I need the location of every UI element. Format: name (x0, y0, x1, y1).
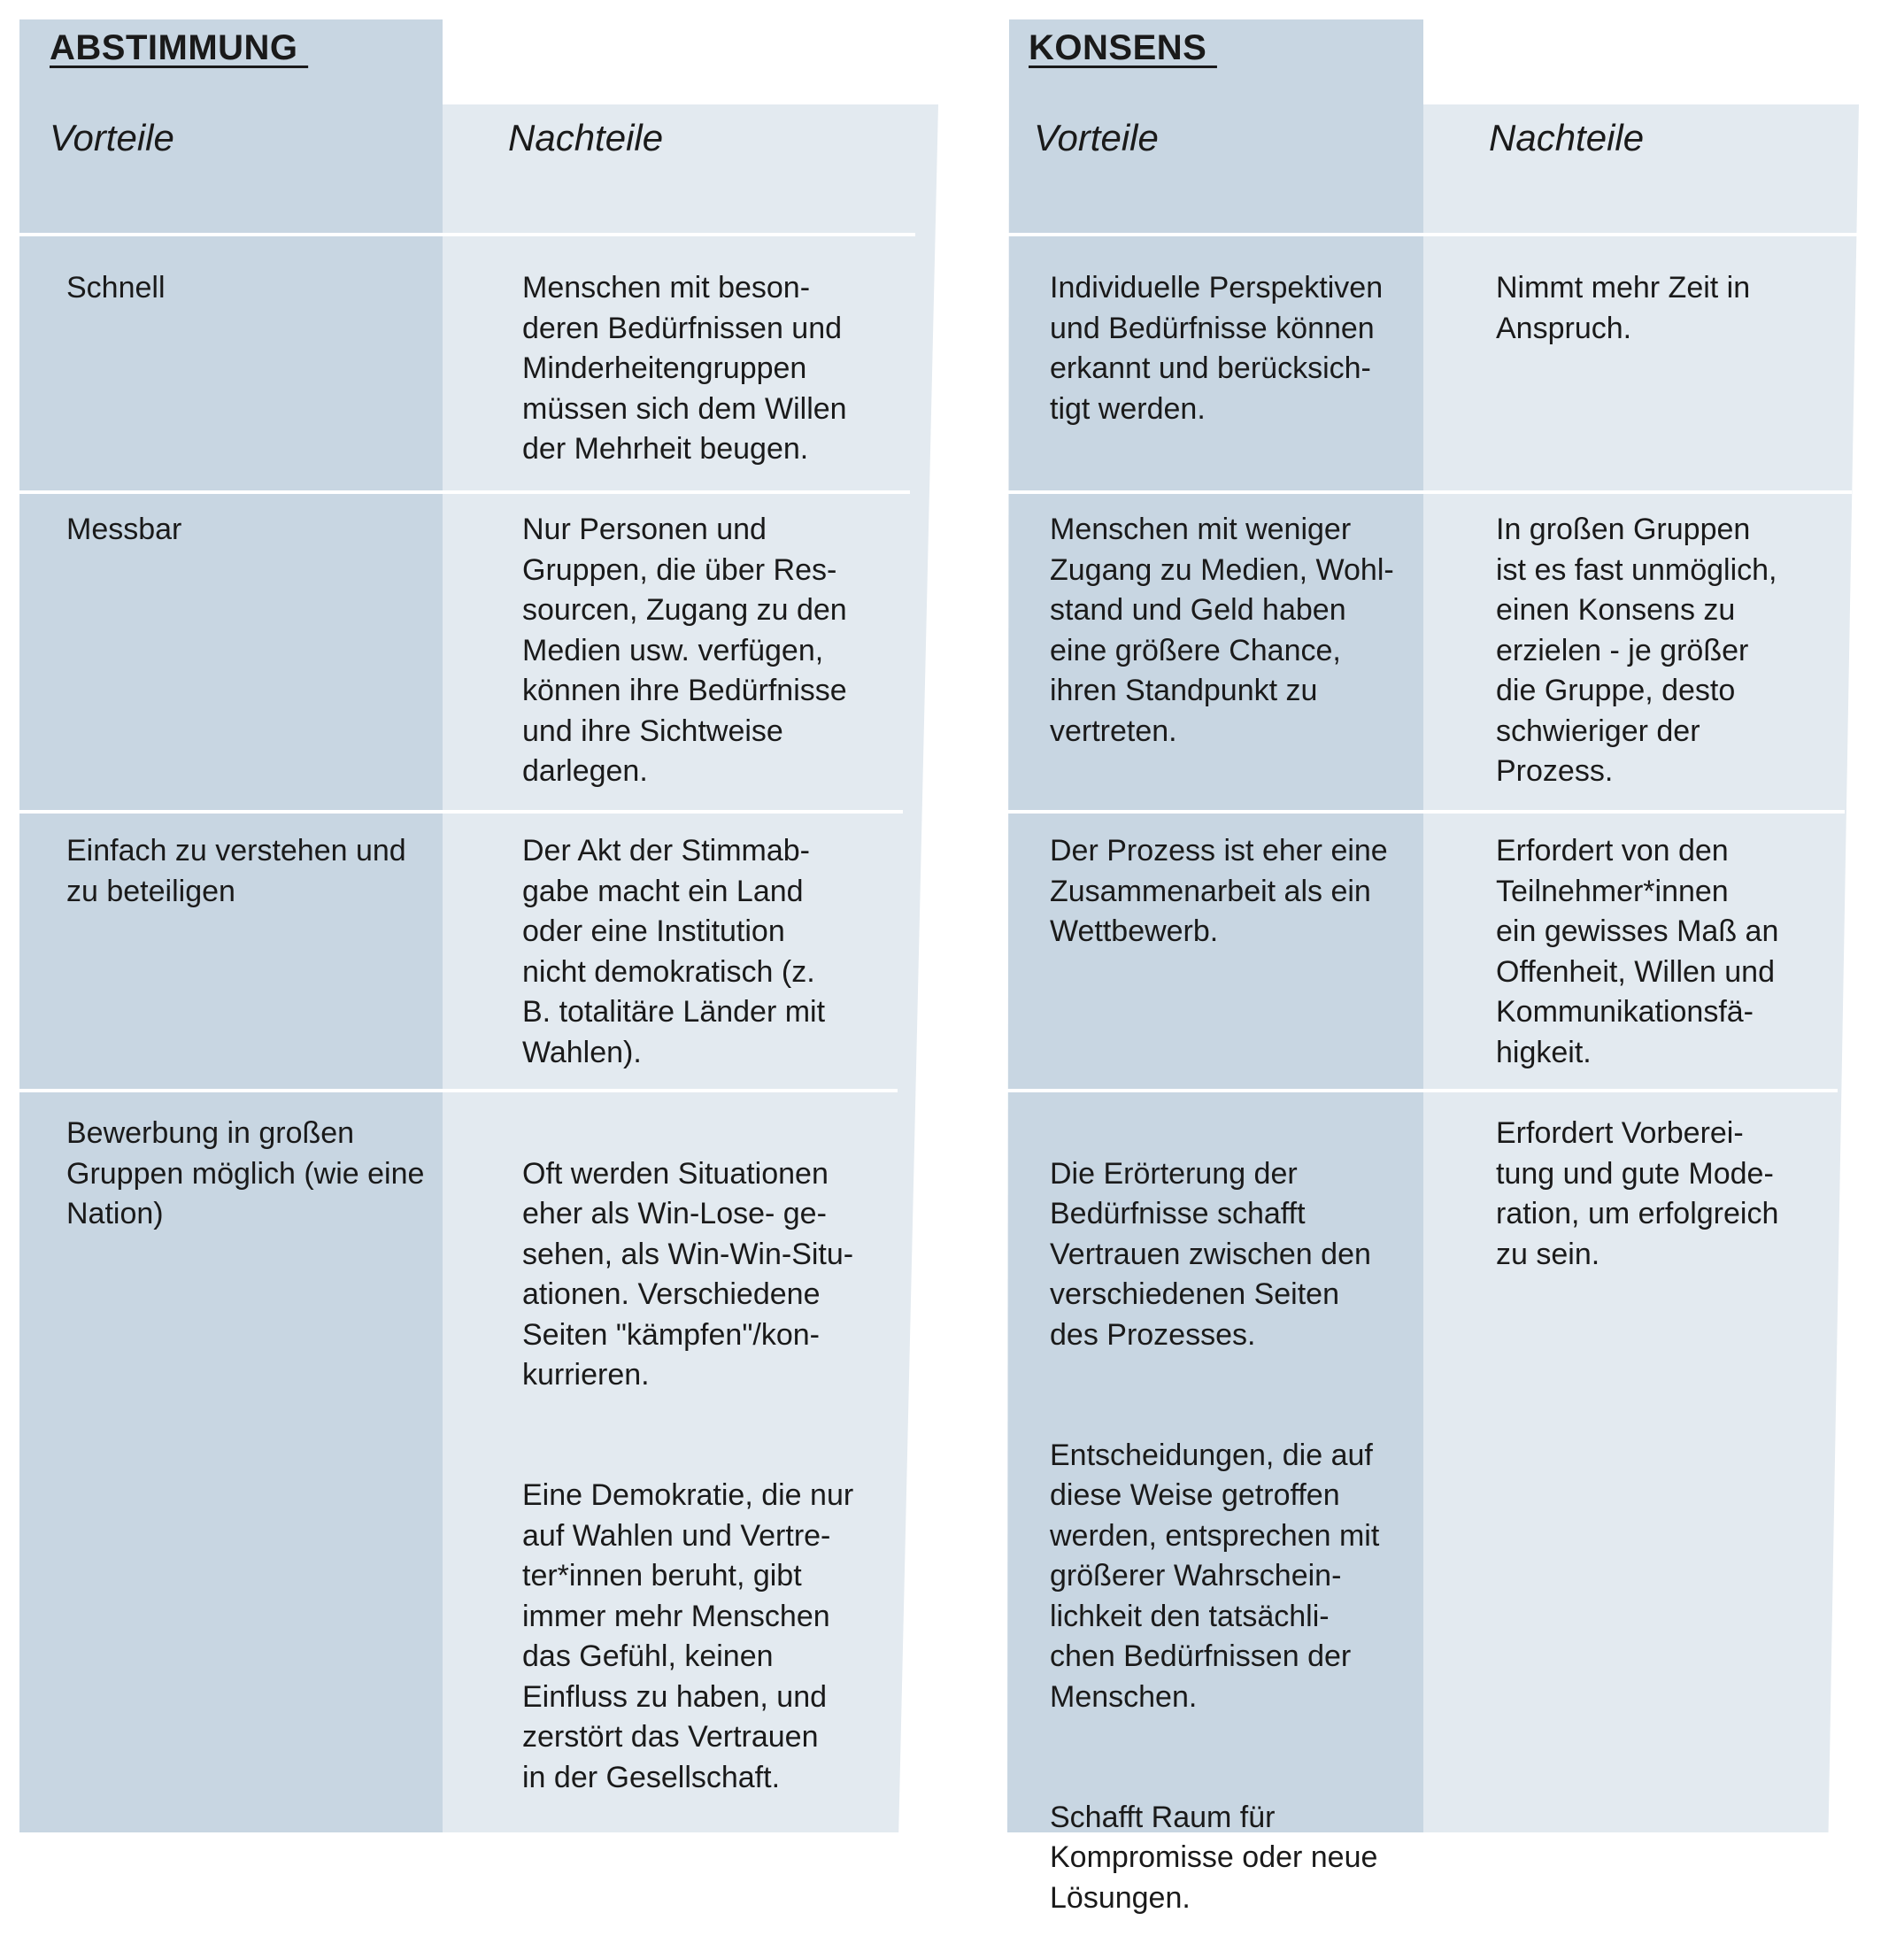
abstimmung-pros-header: Vorteile (50, 117, 174, 158)
abstimmung-title: ABSTIMMUNG (50, 28, 309, 67)
konsens-title: KONSENS (1029, 28, 1217, 67)
abstimmung-pro-2: Messbar (66, 513, 182, 546)
konsens-cons-header: Nachteile (1489, 117, 1645, 158)
konsens-table (1007, 19, 1904, 1915)
row-divider (19, 233, 915, 236)
konsens-pro-4-para-3: Schafft Raum für Kompromisse oder neue Lösungen. (1050, 1800, 1378, 1915)
konsens-con-4: Erfordert Vorberei- tung und gute Mode- ration, um erfolgreich zu sein. (1496, 1116, 1779, 1271)
konsens-pro-4-para-1: Die Erörterung der Bedürfnisse schafft Vertrauen zwischen den verschiedenen Seiten des Prozesses. (1050, 1156, 1371, 1352)
konsens-pro-3: Der Prozess ist eher eine Zusammenarbeit als ein Wettbewerb. (1050, 834, 1388, 948)
abstimmung-pro-3: Einfach zu verstehen und zu beteiligen (66, 834, 406, 908)
konsens-pro-1: Individuelle Perspektiven und Bedürfnisse können erkannt und berücksich- tigt werden. (1050, 271, 1384, 426)
konsens-con-3: Erfordert von den Teilnehmer*innen ein gewisses Maß an Offenheit, Willen und Kommunikationsfä- higkeit. (1496, 834, 1779, 1069)
abstimmung-con-1: Menschen mit beson- deren Bedürfnissen und Minderheitengruppen müssen sich dem Willen der Mehrheit beugen. (522, 271, 847, 466)
row-divider (1007, 1089, 1838, 1092)
abstimmung-table (19, 19, 915, 1832)
abstimmung-con-2: Nur Personen und Gruppen, die über Res- sourcen, Zugang zu den Medien usw. verfügen, können ihre Bedürfnisse und ihre Sichtweise darlegen. (522, 513, 847, 788)
abstimmung-con-4-para-2: Eine Demokratie, die nur auf Wahlen und Vertre- ter*innen beruht, gibt immer mehr Menschen das Gefühl, keinen Einfluss zu haben, und zerstört das Vertrauen in der Gesellschaft. (522, 1478, 854, 1794)
row-divider (19, 490, 910, 494)
abstimmung-con-4 (522, 1114, 853, 1839)
row-divider (1007, 810, 1845, 814)
konsens-pro-4-para-2: Entscheidungen, die auf diese Weise getroffen werden, entsprechen mit größerer Wahrschein- lichkeit den tatsächli- chen Bedürfnissen der Menschen. (1050, 1438, 1380, 1714)
row-divider (19, 1089, 898, 1092)
row-divider (1007, 233, 1857, 236)
row-divider (19, 810, 903, 814)
konsens-con-1: Nimmt mehr Zeit in Anspruch. (1496, 271, 1751, 345)
konsens-pros-header: Vorteile (1034, 117, 1159, 158)
konsens-pro-2: Menschen mit weniger Zugang zu Medien, Wohl- stand und Geld haben eine größere Chance, ihren Standpunkt zu vertreten. (1050, 513, 1394, 748)
konsens-pro-4 (1050, 1114, 1379, 1959)
abstimmung-pro-4: Bewerbung in großen Gruppen möglich (wie eine Nation) (66, 1116, 425, 1230)
abstimmung-con-3: Der Akt der Stimmab- gabe macht ein Land oder eine Institution nicht demokratisch (z. B. totalitäre Länder mit Wahlen). (522, 834, 826, 1069)
konsens-con-2: In großen Gruppen ist es fast unmöglich, einen Konsens zu erzielen - je größer die Gruppe, desto schwieriger der Prozess. (1496, 513, 1777, 788)
abstimmung-pro-1: Schnell (66, 271, 166, 305)
abstimmung-cons-header: Nachteile (508, 117, 664, 158)
abstimmung-con-4-para-1: Oft werden Situationen eher als Win-Lose- ge- sehen, als Win-Win-Situ- ationen. Verschiedene Seiten "kämpfen"/kon- kurrieren. (522, 1156, 854, 1392)
row-divider (1007, 490, 1852, 494)
